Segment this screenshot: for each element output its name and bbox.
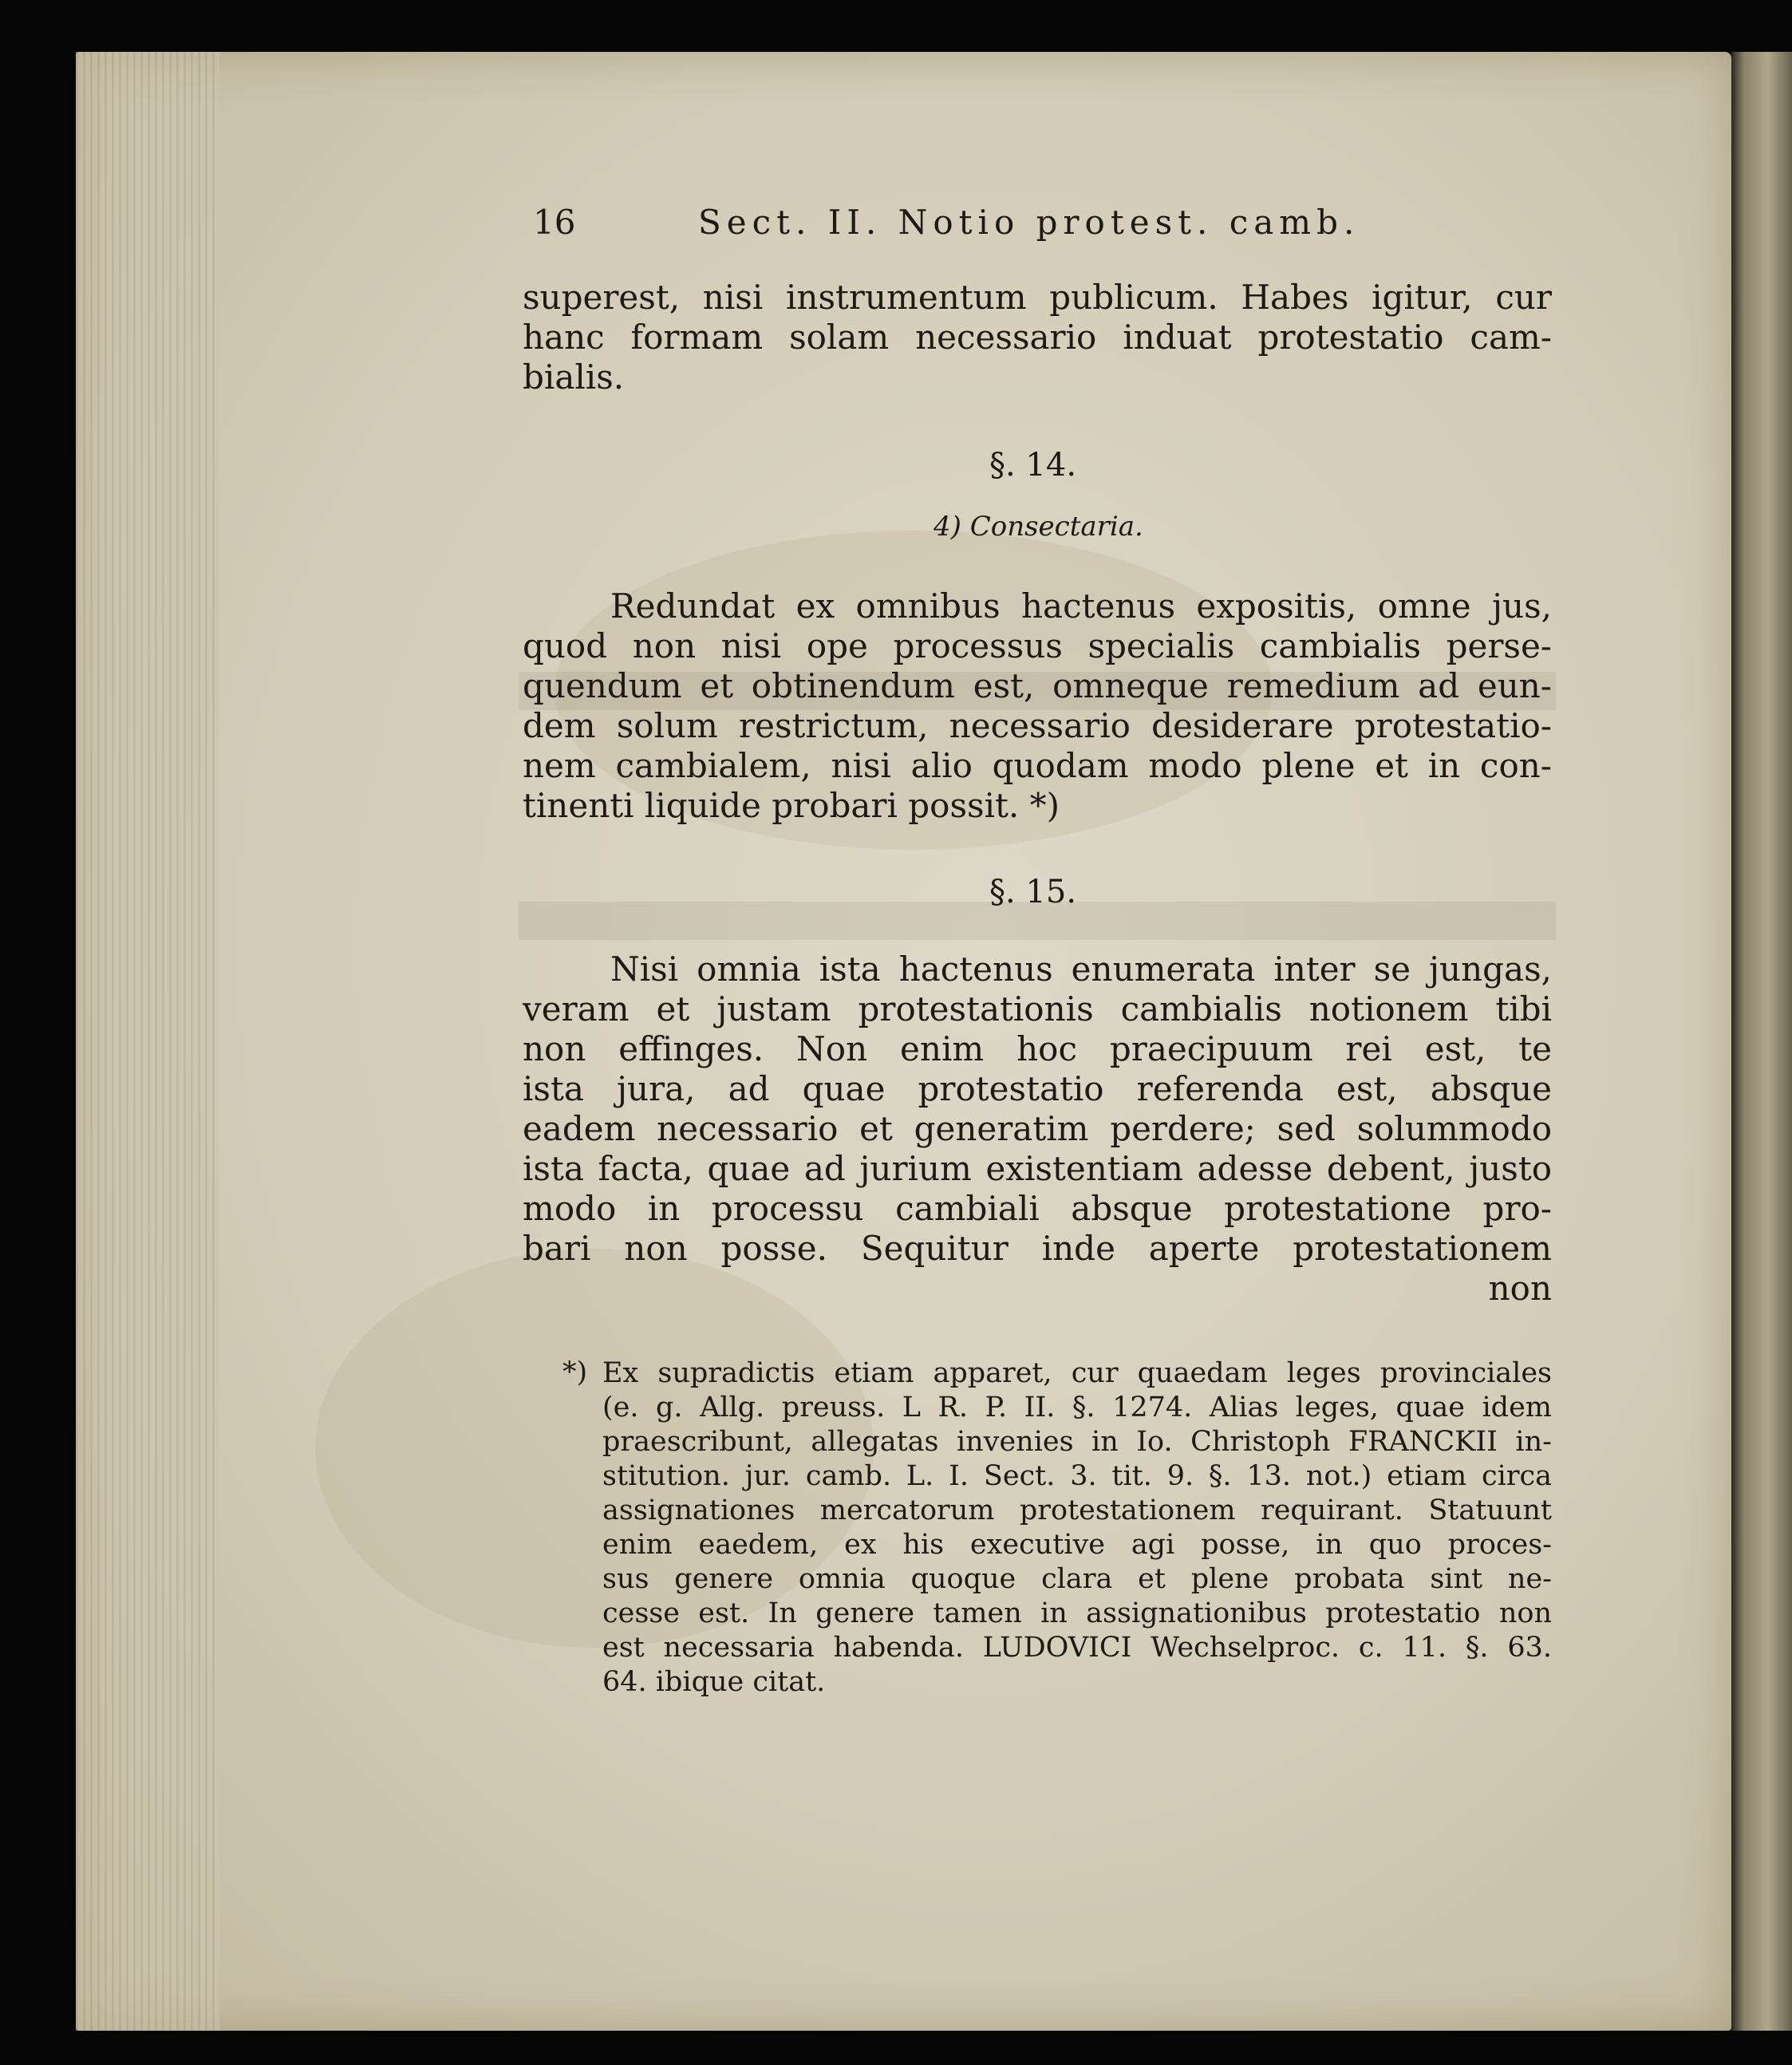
footnote-line: 64. ibique citat. (602, 1666, 826, 1698)
text-line: modo in processu cambiali absque protestatione pro- (523, 1189, 1552, 1228)
running-header (519, 199, 1556, 247)
facing-page-edge (1731, 52, 1792, 2031)
text-line: bialis. (523, 357, 625, 397)
text-line: superest, nisi instrumentum publicum. Habes igitur, cur (523, 278, 1552, 317)
text-line: quod non nisi ope processus specialis cambialis perse- (523, 626, 1552, 665)
footnote-marker: *) (562, 1356, 588, 1388)
section-14-paragraph (523, 586, 1552, 826)
running-title: Sect. II. Notio protest. camb. (698, 203, 1360, 242)
text-line: Nisi omnia ista hactenus enumerata inter se jungas, (610, 950, 1552, 989)
page-number: 16 (533, 203, 576, 242)
footnote-line: est necessaria habenda. LUDOVICI Wechselproc. c. 11. §. 63. (602, 1632, 1552, 1664)
footnote-line: enim eaedem, ex his executive agi posse, in quo proces- (602, 1529, 1552, 1561)
footnote (602, 1356, 1552, 1700)
section-subtitle: 4) Consectaria. (933, 511, 1143, 543)
text-line: non effinges. Non enim hoc praecipuum rei est, te (523, 1029, 1552, 1068)
text-line: eadem necessario et generatim perdere; sed solummodo (523, 1109, 1552, 1148)
text-line: ista jura, ad quae protestatio referenda est, absque (523, 1069, 1552, 1108)
catchword: non (1488, 1269, 1552, 1308)
text-line: hanc formam solam necessario induat protestatio cam- (523, 318, 1552, 357)
footnote-line: stitution. jur. camb. L. I. Sect. 3. tit. 9. §. 13. not.) etiam circa (602, 1460, 1552, 1492)
footnote-line: (e. g. Allg. preuss. L R. P. II. §. 1274. Alias leges, quae idem (602, 1392, 1552, 1423)
section-heading-14: §. 14. (989, 447, 1077, 484)
footnote-line: sus genere omnia quoque clara et plene probata sint ne- (602, 1563, 1552, 1595)
text-line: quendum et obtinendum est, omneque remedium ad eun- (523, 666, 1552, 705)
text-line: dem solum restrictum, necessario desiderare protestatio- (523, 706, 1552, 745)
intro-paragraph (523, 278, 1552, 397)
text-line: veram et justam protestationis cambialis notionem tibi (523, 989, 1552, 1029)
section-15-paragraph (523, 950, 1552, 1309)
text-line: Redundat ex omnibus hactenus expositis, omne jus, (610, 586, 1552, 626)
text-line: ista facta, quae ad jurium existentiam adesse debent, justo (523, 1149, 1552, 1188)
footnote-line: assignationes mercatorum protestationem requirant. Statuunt (602, 1494, 1552, 1526)
text-line: bari non posse. Sequitur inde aperte protestationem (523, 1229, 1552, 1268)
section-heading-15: §. 15. (989, 874, 1077, 910)
page-edges-decoration (76, 52, 219, 2031)
text-line: nem cambialem, nisi alio quodam modo plene et in con- (523, 746, 1552, 785)
footnote-line: praescribunt, allegatas invenies in Io. Christoph FRANCKII in- (602, 1426, 1552, 1458)
footnote-line: cesse est. In genere tamen in assignationibus protestatio non (602, 1597, 1552, 1629)
footnote-line: Ex supradictis etiam apparet, cur quaedam leges provinciales (602, 1357, 1552, 1389)
text-line: tinenti liquide probari possit. *) (523, 786, 1060, 825)
